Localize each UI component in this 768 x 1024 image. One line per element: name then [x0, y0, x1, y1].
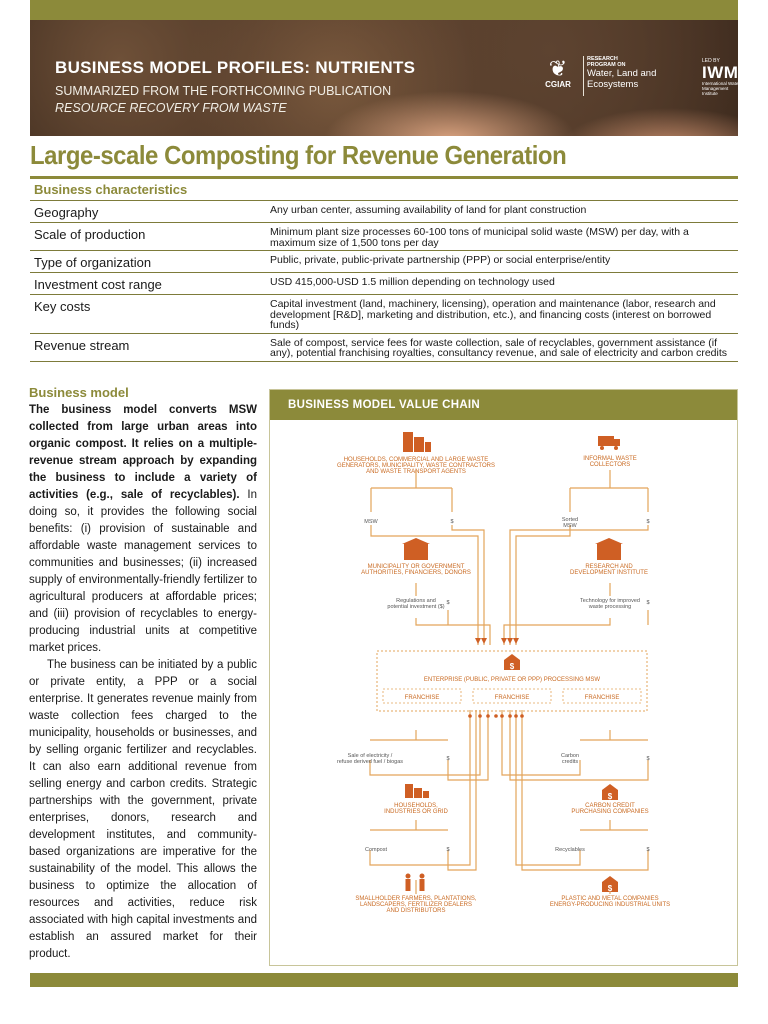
- row-value: Sale of compost, service fees for waste collection, sale of recyclables, government assistance (if any), potential franchising royalties, consultancy revenue, and sale of electricity and carbon credits: [266, 333, 738, 361]
- technology-label-2: waste processing: [588, 604, 632, 610]
- characteristics-heading: Business characteristics: [34, 182, 188, 197]
- carbon-label-2: credits: [561, 759, 579, 765]
- technology-label-1: Technology for improved: [580, 598, 640, 604]
- households-grid-label-2: INDUSTRIES OR GRID: [384, 809, 448, 815]
- franchise-label: FRANCHISE: [584, 695, 620, 701]
- franchise-label: FRANCHISE: [494, 695, 530, 701]
- farmers-label-3: AND DISTRIBUTORS: [386, 908, 446, 914]
- wheat-icon: ❦: [548, 56, 568, 81]
- row-value: USD 415,000-USD 1.5 million depending on technology used: [266, 273, 738, 295]
- value-chain-header: [270, 390, 737, 420]
- research-label-2: DEVELOPMENT INSTITUTE: [570, 570, 648, 576]
- compost-label: Compost: [364, 847, 388, 853]
- dollar-label: $: [450, 519, 454, 525]
- sorted-label-1: Sorted: [561, 517, 579, 523]
- logo-divider: [583, 56, 584, 96]
- households-label-3: AND WASTE TRANSPORT AGENTS: [366, 469, 466, 475]
- plastic-metal-icon: [602, 876, 618, 893]
- row-key: Geography: [30, 201, 266, 223]
- table-row: [30, 201, 738, 223]
- dollar-label: $: [646, 756, 650, 762]
- header-banner: [30, 20, 744, 136]
- row-key: Key costs: [30, 295, 266, 334]
- sorted-label-2: MSW: [563, 523, 577, 529]
- row-key: Revenue stream: [30, 333, 266, 361]
- farmers-icon: [406, 874, 425, 892]
- dollar-house-icon: [504, 654, 520, 671]
- informal-label-1: INFORMAL WASTE: [583, 456, 637, 462]
- carbon-credit-icon: [602, 784, 618, 801]
- banner-subtitle-italic: RESOURCE RECOVERY FROM WASTE: [55, 101, 287, 115]
- business-model-heading: Business model: [29, 385, 129, 400]
- buildings-icon: [403, 432, 431, 452]
- lead-sentence: The business model converts MSW collected from large urban areas into organic compost. It relies on a multiple-revenue stream approach by expanding the business to include a variety of activities (e.g., sale of recyclables).: [29, 404, 257, 501]
- row-key: Scale of production: [30, 223, 266, 251]
- paragraph: The business can be initiated by a public or private entity, a PPP or a social enterprise. It generates revenue mainly from waste collection fees charged to the municipality, households or businesses, and by selling organic fertilizer and recyclables. It can also earn additional revenue from selling energy and carbon credits. Strategic partnerships with the government, private enterprises, donors, research and development institutes, and community-based organizations are imperative for the sustainability of the model. This allows the business to optimize the allocation of resources and activities, reduce risk associated with high capital investments and establish an assured market for their product.: [29, 659, 257, 960]
- banner-subtitle: SUMMARIZED FROM THE FORTHCOMING PUBLICATION: [55, 84, 392, 98]
- regulations-label-2: potential investment ($): [387, 604, 445, 610]
- page-title: Large-scale Composting for Revenue Generation: [30, 140, 567, 170]
- svg-text:$: $: [607, 792, 613, 801]
- banner-title: BUSINESS MODEL PROFILES: NUTRIENTS: [55, 58, 416, 77]
- dollar-label: $: [646, 519, 650, 525]
- paragraph: [29, 402, 257, 657]
- paragraph-rest: In doing so, it provides the following social benefits: (i) provision of sustainable and affordable waste management services to communities and businesses; (ii) increased supply of environmentally-friendly fertilizer to agricultural producers at affordable prices; and (iii) provision of recyclables to energy-producing industrial units at competitive market prices.: [29, 489, 257, 654]
- municipality-label-2: AUTHORITIES, FINANCIERS, DONORS: [361, 570, 471, 576]
- households-grid-label-1: HOUSEHOLDS,: [394, 803, 438, 809]
- row-value: Public, private, public-private partnership (PPP) or social enterprise/entity: [266, 251, 738, 273]
- characteristics-table: [30, 200, 738, 362]
- wle-logo: RESEARCH PROGRAM ON Water, Land and Ecosystems: [587, 56, 657, 90]
- table-row: [30, 251, 738, 273]
- title-rule: [30, 176, 738, 179]
- households-label-1: HOUSEHOLDS, COMMERCIAL AND LARGE WASTE: [343, 457, 489, 463]
- row-key: Type of organization: [30, 251, 266, 273]
- table-row: [30, 223, 738, 251]
- bottom-color-bar: [30, 973, 738, 987]
- dollar-label: $: [646, 600, 650, 606]
- farmers-label-2: LANDSCAPERS, FERTILIZER DEALERS: [360, 902, 472, 908]
- value-chain-panel: [269, 389, 738, 966]
- industry-icon: [405, 784, 429, 798]
- recyclables-label: Recyclables: [555, 847, 585, 853]
- plastic-label-1: PLASTIC AND METAL COMPANIES: [561, 896, 659, 902]
- regulations-label-1: Regulations and: [396, 598, 436, 604]
- table-row: [30, 295, 738, 334]
- government-building-icon: [402, 538, 430, 560]
- electricity-label-1: Sale of electricity /: [347, 753, 393, 759]
- dollar-label: $: [446, 756, 450, 762]
- municipality-label-1: MUNICIPALITY OR GOVERNMENT: [367, 564, 465, 570]
- iwmi-logo: LED BY IWMI International Water Management Institute: [702, 58, 744, 96]
- row-value: Minimum plant size processes 60-100 tons of municipal solid waste (MSW) per day, with a maximum size of 1,500 tons per day: [266, 223, 738, 251]
- carbon-companies-label-2: PURCHASING COMPANIES: [571, 809, 649, 815]
- table-row: [30, 333, 738, 361]
- cgiar-logo: ❦ CGIAR: [538, 58, 578, 89]
- dollar-label: $: [646, 847, 650, 853]
- carbon-companies-label-1: CARBON CREDIT: [585, 803, 635, 809]
- research-label-1: RESEARCH AND: [585, 564, 633, 570]
- top-color-bar: [30, 0, 738, 20]
- dollar-sign: $: [509, 662, 515, 671]
- farmers-label-1: SMALLHOLDER FARMERS, PLANTATIONS,: [355, 896, 477, 902]
- value-chain-title: BUSINESS MODEL VALUE CHAIN: [288, 399, 481, 411]
- row-value: Any urban center, assuming availability of land for plant construction: [266, 201, 738, 223]
- svg-text:$: $: [607, 884, 613, 893]
- table-row: [30, 273, 738, 295]
- business-model-text: [29, 402, 257, 963]
- msw-label: MSW: [364, 519, 378, 525]
- carbon-label-1: Carbon: [560, 753, 580, 759]
- value-chain-diagram: [270, 420, 737, 965]
- research-building-icon: [595, 538, 623, 560]
- dollar-label: $: [446, 600, 450, 606]
- plastic-label-2: ENERGY-PRODUCING INDUSTRIAL UNITS: [549, 902, 671, 908]
- households-label-2: GENERATORS, MUNICIPALITY, WASTE CONTRACTORS: [337, 463, 495, 469]
- informal-label-2: COLLECTORS: [589, 462, 631, 468]
- dollar-label: $: [446, 847, 450, 853]
- electricity-label-2: refuse derived fuel / biogas: [336, 759, 404, 765]
- row-key: Investment cost range: [30, 273, 266, 295]
- truck-icon: [598, 436, 620, 450]
- row-value: Capital investment (land, machinery, licensing), operation and maintenance (labor, research and development [R&D], marketing and distribution, etc.), and financing costs (interest on borrowed funds): [266, 295, 738, 334]
- enterprise-label: ENTERPRISE (PUBLIC, PRIVATE OR PPP) PROCESSING MSW: [423, 677, 601, 683]
- franchise-label: FRANCHISE: [404, 695, 440, 701]
